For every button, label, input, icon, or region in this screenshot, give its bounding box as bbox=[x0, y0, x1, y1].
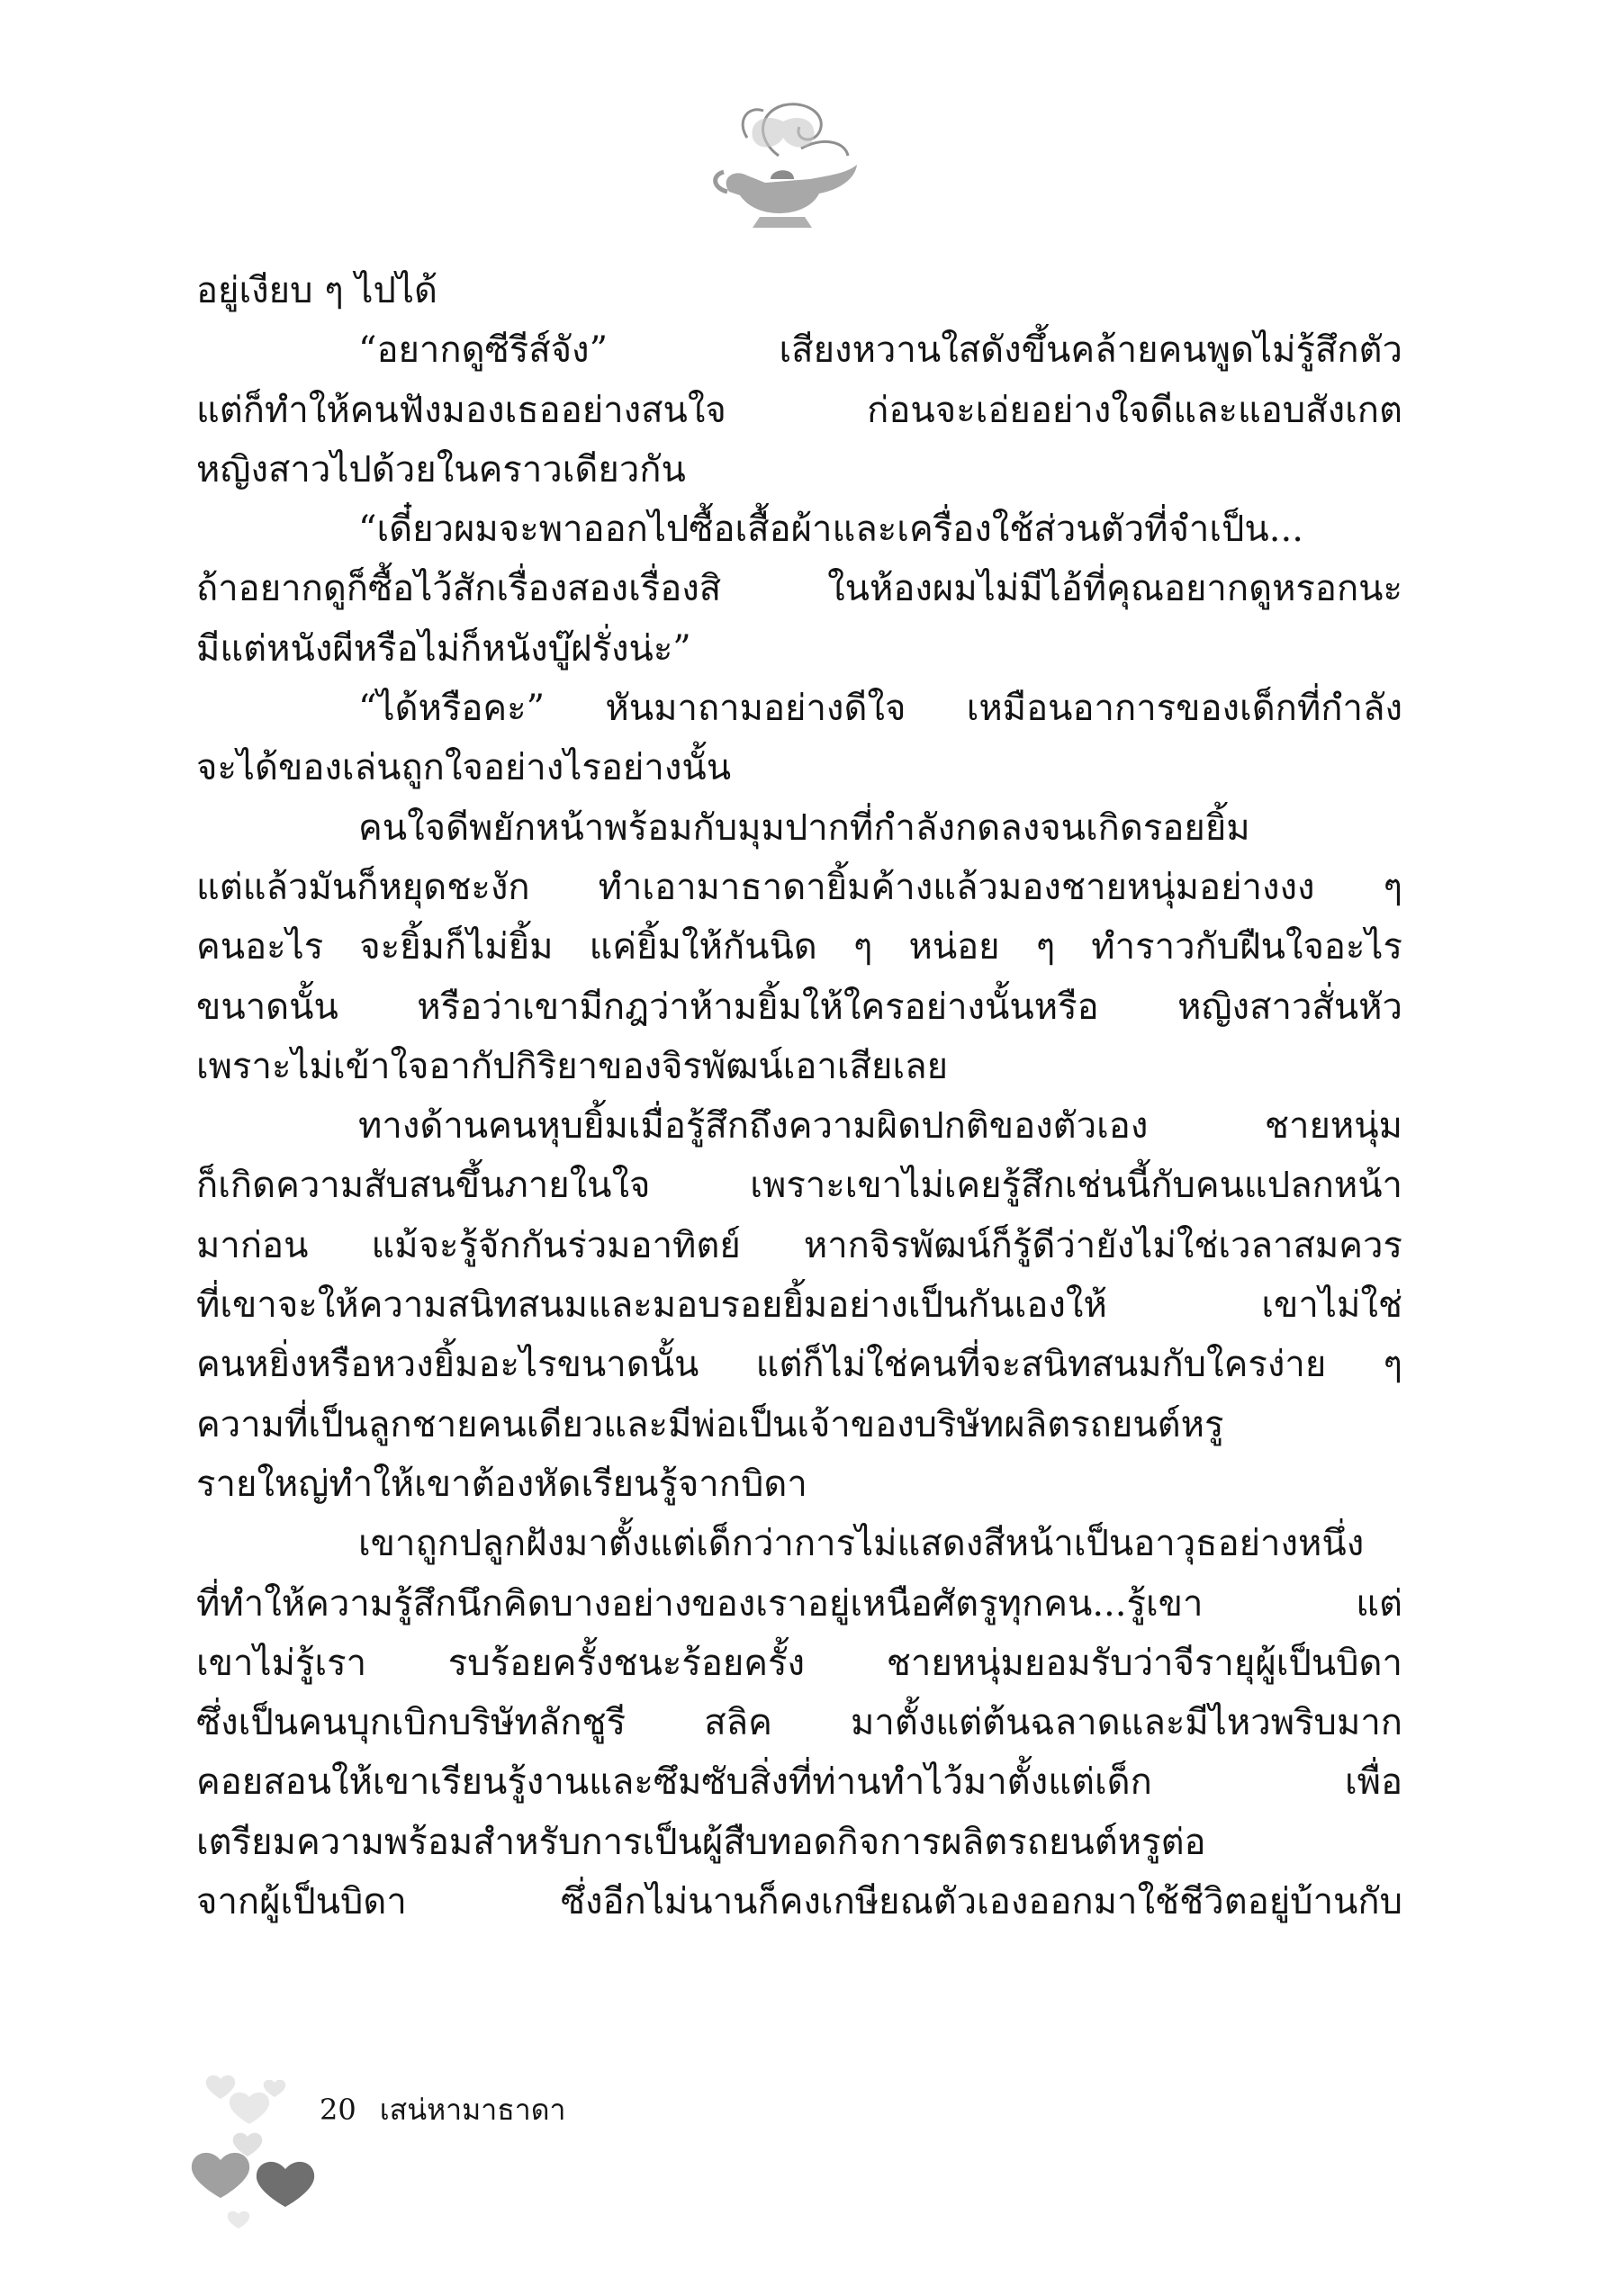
text-line: มาก่อน แม้จะรู้จักกันร่วมอาทิตย์ หากจิรพัฒน์ก็รู้ดีว่ายังไม่ใช่เวลาสมควร bbox=[196, 1224, 1402, 1266]
text-line: ซึ่งเป็นคนบุกเบิกบริษัทลักชูรี สลิค มาตั้งแต่ต้นฉลาดและมีไหวพริบมาก bbox=[196, 1702, 1402, 1744]
paragraph bbox=[196, 1096, 1402, 1514]
hearts-ornament-icon bbox=[185, 2061, 329, 2250]
text-line: แต่แล้วมันก็หยุดชะงัก ทำเอามาธาดายิ้มค้างแล้วมองชายหนุ่มอย่างงง ๆ bbox=[196, 866, 1402, 908]
text-line: “ได้หรือคะ” หันมาถามอย่างดีใจ เหมือนอาการของเด็กที่กำลัง bbox=[358, 688, 1402, 730]
paragraph bbox=[196, 679, 1402, 798]
text-line: จากผู้เป็นบิดา ซึ่งอีกไม่นานก็คงเกษียณตัวเองออกมาใช้ชีวิตอยู่บ้านกับ bbox=[196, 1881, 1402, 1923]
text-line: เพราะไม่เข้าใจอากัปกิริยาของจิรพัฒน์เอาเสียเลย bbox=[196, 1045, 949, 1087]
text-line: ถ้าอยากดูก็ซื้อไว้สักเรื่องสองเรื่องสิ ในห้องผมไม่มีไอ้ที่คุณอยากดูหรอกนะ bbox=[196, 568, 1402, 610]
text-line: “เดี๋ยวผมจะพาออกไปซื้อเสื้อผ้าและเครื่องใช้ส่วนตัวที่จำเป็น... bbox=[358, 509, 1303, 551]
paragraph bbox=[196, 261, 1402, 320]
paragraph bbox=[196, 320, 1402, 500]
text-line: หญิงสาวไปด้วยในคราวเดียวกัน bbox=[196, 448, 686, 491]
text-line: เขาไม่รู้เรา รบร้อยครั้งชนะร้อยครั้ง ชายหนุ่มยอมรับว่าจีรายุผู้เป็นบิดา bbox=[196, 1642, 1402, 1684]
text-line: “อยากดูซีรีส์จัง” เสียงหวานใสดังขึ้นคล้ายคนพูดไม่รู้สึกตัว bbox=[358, 329, 1402, 372]
text-line: ที่ทำให้ความรู้สึกนึกคิดบางอย่างของเราอยู่เหนือศัตรูทุกคน...รู้เขา แต่ bbox=[196, 1582, 1402, 1625]
text-line: คนอะไร จะยิ้มก็ไม่ยิ้ม แค่ยิ้มให้กันนิด ๆ หน่อย ๆ ทำราวกับฝืนใจอะไร bbox=[196, 926, 1402, 968]
text-line: ที่เขาจะให้ความสนิทสนมและมอบรอยยิ้มอย่างเป็นกันเองให้ เขาไม่ใช่ bbox=[196, 1284, 1402, 1327]
magic-lamp-ornament-icon bbox=[693, 86, 873, 243]
page-number: 20 bbox=[320, 2093, 356, 2127]
body-text bbox=[196, 261, 1402, 1931]
text-line: คนใจดีพยักหน้าพร้อมกับมุมปากที่กำลังกดลงจนเกิดรอยยิ้ม bbox=[358, 806, 1250, 849]
text-line: ก็เกิดความสับสนขึ้นภายในใจ เพราะเขาไม่เคยรู้สึกเช่นนี้กับคนแปลกหน้า bbox=[196, 1165, 1402, 1207]
paragraph bbox=[196, 1514, 1402, 1931]
book-title: เสน่หามาธาดา bbox=[379, 2093, 566, 2127]
paragraph bbox=[196, 798, 1402, 1096]
text-line: รายใหญ่ทำให้เขาต้องหัดเรียนรู้จากบิดา bbox=[196, 1463, 807, 1505]
text-line: คนหยิ่งหรือหวงยิ้มอะไรขนาดนั้น แต่ก็ไม่ใช่คนที่จะสนิทสนมกับใครง่าย ๆ bbox=[196, 1344, 1402, 1386]
text-line: แต่ก็ทำให้คนฟังมองเธออย่างสนใจ ก่อนจะเอ่ยอย่างใจดีและแอบสังเกต bbox=[196, 389, 1402, 431]
text-line: เตรียมความพร้อมสำหรับการเป็นผู้สืบทอดกิจการผลิตรถยนต์หรูต่อ bbox=[196, 1821, 1206, 1863]
text-line: เขาถูกปลูกฝังมาตั้งแต่เด็กว่าการไม่แสดงสีหน้าเป็นอาวุธอย่างหนึ่ง bbox=[358, 1523, 1365, 1565]
paragraph bbox=[196, 500, 1402, 679]
text-line: คอยสอนให้เขาเรียนรู้งานและซึมซับสิ่งที่ท่านทำไว้มาตั้งแต่เด็ก เพื่อ bbox=[196, 1761, 1402, 1804]
text-line: ทางด้านคนหุบยิ้มเมื่อรู้สึกถึงความผิดปกติของตัวเอง ชายหนุ่ม bbox=[358, 1105, 1402, 1148]
text-line: ความที่เป็นลูกชายคนเดียวและมีพ่อเป็นเจ้าของบริษัทผลิตรถยนต์หรู bbox=[196, 1403, 1224, 1445]
text-line: อยู่เงียบ ๆ ไปได้ bbox=[196, 270, 438, 311]
text-line: มีแต่หนังผีหรือไม่ก็หนังบู๊ฝรั่งน่ะ” bbox=[196, 627, 691, 670]
text-line: จะได้ของเล่นถูกใจอย่างไรอย่างนั้น bbox=[196, 747, 732, 789]
text-line: ขนาดนั้น หรือว่าเขามีกฎว่าห้ามยิ้มให้ใครอย่างนั้นหรือ หญิงสาวสั่นหัว bbox=[196, 986, 1402, 1028]
page-footer bbox=[320, 2090, 565, 2129]
